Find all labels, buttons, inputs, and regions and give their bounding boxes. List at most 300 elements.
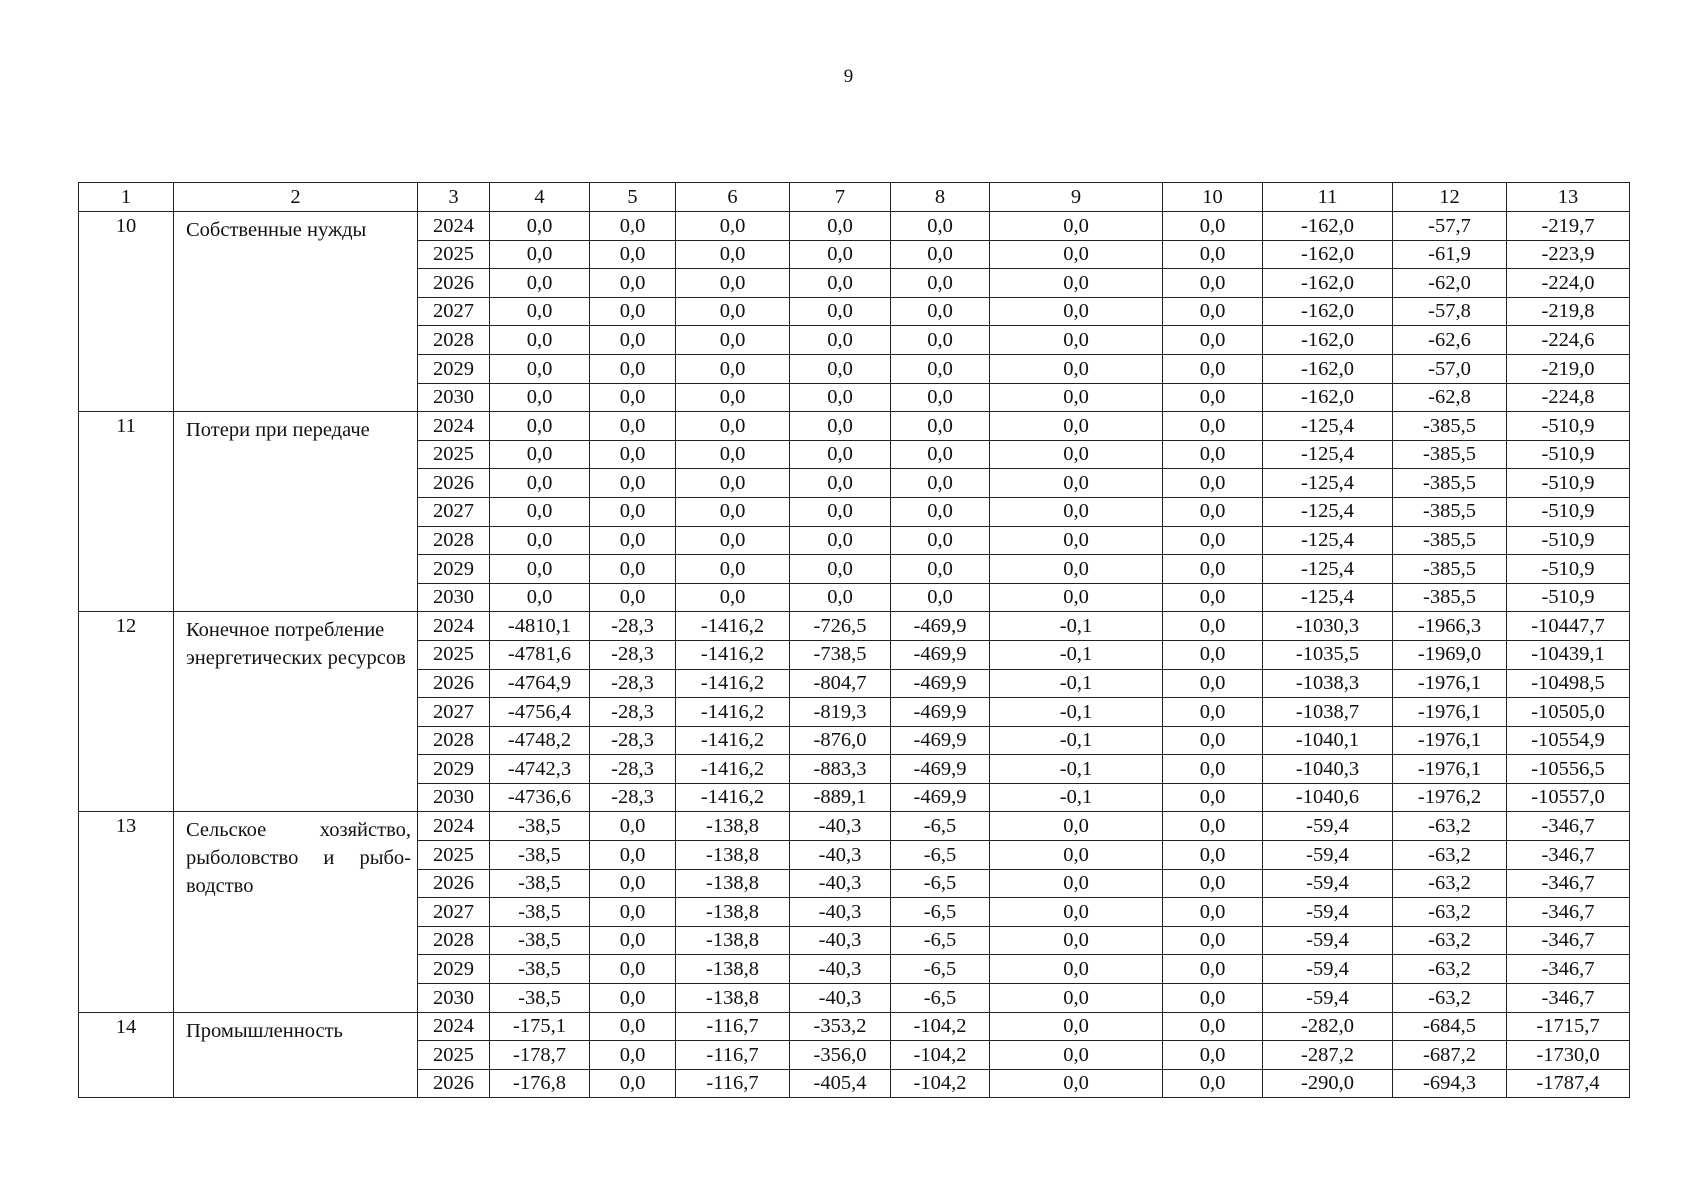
value-cell: -138,8 — [676, 841, 790, 870]
value-cell: 0,0 — [490, 412, 590, 441]
value-cell: -353,2 — [790, 1012, 891, 1041]
value-cell: 0,0 — [490, 555, 590, 584]
value-cell: -883,3 — [790, 755, 891, 784]
value-cell: -104,2 — [891, 1041, 990, 1070]
value-cell: -125,4 — [1263, 555, 1393, 584]
column-header: 9 — [990, 183, 1163, 212]
value-cell: 0,0 — [891, 212, 990, 241]
value-cell: 0,0 — [990, 869, 1163, 898]
row-number-cell: 12 — [79, 612, 174, 812]
value-cell: 0,0 — [590, 326, 676, 355]
column-header: 13 — [1507, 183, 1630, 212]
value-cell: 0,0 — [590, 469, 676, 498]
value-cell: 0,0 — [590, 497, 676, 526]
value-cell: -116,7 — [676, 1012, 790, 1041]
value-cell: -63,2 — [1393, 984, 1507, 1013]
year-cell: 2025 — [418, 640, 490, 669]
value-cell: 0,0 — [490, 526, 590, 555]
value-cell: -62,6 — [1393, 326, 1507, 355]
value-cell: -726,5 — [790, 612, 891, 641]
value-cell: 0,0 — [590, 955, 676, 984]
year-cell: 2024 — [418, 1012, 490, 1041]
value-cell: -40,3 — [790, 869, 891, 898]
value-cell: 0,0 — [490, 383, 590, 412]
year-cell: 2024 — [418, 612, 490, 641]
value-cell: 0,0 — [990, 955, 1163, 984]
value-cell: -1976,1 — [1393, 698, 1507, 727]
indicator-name-cell: Потери при передаче — [174, 412, 418, 612]
table-row — [79, 212, 1630, 241]
value-cell: -175,1 — [490, 1012, 590, 1041]
value-cell: 0,0 — [1163, 555, 1263, 584]
value-cell: -1416,2 — [676, 698, 790, 727]
value-cell: 0,0 — [590, 412, 676, 441]
value-cell: 0,0 — [676, 297, 790, 326]
value-cell: 0,0 — [1163, 526, 1263, 555]
value-cell: -224,0 — [1507, 269, 1630, 298]
value-cell: 0,0 — [891, 469, 990, 498]
value-cell: -385,5 — [1393, 526, 1507, 555]
column-header: 2 — [174, 183, 418, 212]
value-cell: 0,0 — [590, 984, 676, 1013]
value-cell: 0,0 — [676, 326, 790, 355]
value-cell: -385,5 — [1393, 440, 1507, 469]
value-cell: 0,0 — [990, 497, 1163, 526]
value-cell: -1416,2 — [676, 669, 790, 698]
value-cell: -162,0 — [1263, 297, 1393, 326]
value-cell: -0,1 — [990, 783, 1163, 812]
value-cell: -346,7 — [1507, 926, 1630, 955]
value-cell: -63,2 — [1393, 898, 1507, 927]
value-cell: -889,1 — [790, 783, 891, 812]
value-cell: 0,0 — [891, 354, 990, 383]
column-header: 7 — [790, 183, 891, 212]
value-cell: -40,3 — [790, 984, 891, 1013]
value-cell: 0,0 — [490, 212, 590, 241]
value-cell: -6,5 — [891, 841, 990, 870]
value-cell: -28,3 — [590, 640, 676, 669]
value-cell: 0,0 — [590, 812, 676, 841]
value-cell: 0,0 — [1163, 726, 1263, 755]
value-cell: -62,8 — [1393, 383, 1507, 412]
energy-balance-table-container — [78, 182, 1630, 1098]
value-cell: -385,5 — [1393, 555, 1507, 584]
value-cell: -469,9 — [891, 755, 990, 784]
value-cell: 0,0 — [891, 383, 990, 412]
year-cell: 2029 — [418, 555, 490, 584]
value-cell: -405,4 — [790, 1069, 891, 1098]
value-cell: -819,3 — [790, 698, 891, 727]
value-cell: -125,4 — [1263, 583, 1393, 612]
column-header: 1 — [79, 183, 174, 212]
value-cell: 0,0 — [990, 440, 1163, 469]
value-cell: -219,0 — [1507, 354, 1630, 383]
value-cell: -38,5 — [490, 926, 590, 955]
value-cell: -162,0 — [1263, 326, 1393, 355]
value-cell: 0,0 — [1163, 955, 1263, 984]
column-header: 3 — [418, 183, 490, 212]
value-cell: 0,0 — [990, 212, 1163, 241]
value-cell: -116,7 — [676, 1069, 790, 1098]
value-cell: 0,0 — [990, 555, 1163, 584]
value-cell: -469,9 — [891, 640, 990, 669]
value-cell: -38,5 — [490, 841, 590, 870]
value-cell: 0,0 — [490, 326, 590, 355]
value-cell: 0,0 — [676, 469, 790, 498]
value-cell: 0,0 — [790, 555, 891, 584]
value-cell: -162,0 — [1263, 269, 1393, 298]
year-cell: 2030 — [418, 583, 490, 612]
value-cell: 0,0 — [990, 926, 1163, 955]
value-cell: 0,0 — [1163, 783, 1263, 812]
value-cell: -63,2 — [1393, 841, 1507, 870]
value-cell: -1976,1 — [1393, 669, 1507, 698]
value-cell: 0,0 — [676, 240, 790, 269]
value-cell: -385,5 — [1393, 583, 1507, 612]
value-cell: 0,0 — [1163, 841, 1263, 870]
year-cell: 2025 — [418, 1041, 490, 1070]
value-cell: 0,0 — [590, 440, 676, 469]
value-cell: 0,0 — [990, 326, 1163, 355]
value-cell: -1730,0 — [1507, 1041, 1630, 1070]
value-cell: -10554,9 — [1507, 726, 1630, 755]
column-header: 4 — [490, 183, 590, 212]
value-cell: 0,0 — [1163, 640, 1263, 669]
value-cell: 0,0 — [676, 526, 790, 555]
value-cell: 0,0 — [891, 440, 990, 469]
value-cell: -385,5 — [1393, 412, 1507, 441]
value-cell: 0,0 — [891, 583, 990, 612]
value-cell: -346,7 — [1507, 955, 1630, 984]
year-cell: 2028 — [418, 526, 490, 555]
value-cell: 0,0 — [891, 326, 990, 355]
value-cell: 0,0 — [790, 497, 891, 526]
value-cell: -6,5 — [891, 926, 990, 955]
value-cell: 0,0 — [891, 269, 990, 298]
value-cell: -1416,2 — [676, 726, 790, 755]
value-cell: -219,7 — [1507, 212, 1630, 241]
value-cell: -125,4 — [1263, 440, 1393, 469]
table-row — [79, 812, 1630, 841]
value-cell: -40,3 — [790, 926, 891, 955]
value-cell: 0,0 — [1163, 412, 1263, 441]
value-cell: 0,0 — [790, 212, 891, 241]
row-number-cell: 10 — [79, 212, 174, 412]
year-cell: 2026 — [418, 269, 490, 298]
value-cell: 0,0 — [990, 269, 1163, 298]
value-cell: 0,0 — [990, 240, 1163, 269]
value-cell: -469,9 — [891, 612, 990, 641]
value-cell: 0,0 — [676, 354, 790, 383]
value-cell: 0,0 — [790, 269, 891, 298]
value-cell: 0,0 — [1163, 1041, 1263, 1070]
value-cell: -4810,1 — [490, 612, 590, 641]
value-cell: -510,9 — [1507, 497, 1630, 526]
table-row — [79, 1012, 1630, 1041]
value-cell: 0,0 — [490, 269, 590, 298]
value-cell: -4764,9 — [490, 669, 590, 698]
value-cell: -0,1 — [990, 640, 1163, 669]
value-cell: -1976,1 — [1393, 726, 1507, 755]
value-cell: 0,0 — [1163, 869, 1263, 898]
value-cell: -510,9 — [1507, 440, 1630, 469]
value-cell: 0,0 — [1163, 497, 1263, 526]
value-cell: 0,0 — [1163, 612, 1263, 641]
value-cell: 0,0 — [891, 526, 990, 555]
column-header: 8 — [891, 183, 990, 212]
value-cell: -0,1 — [990, 755, 1163, 784]
value-cell: -1416,2 — [676, 612, 790, 641]
value-cell: -1416,2 — [676, 783, 790, 812]
value-cell: 0,0 — [676, 269, 790, 298]
value-cell: 0,0 — [990, 297, 1163, 326]
value-cell: -162,0 — [1263, 212, 1393, 241]
value-cell: -59,4 — [1263, 812, 1393, 841]
value-cell: 0,0 — [1163, 1069, 1263, 1098]
value-cell: 0,0 — [990, 984, 1163, 1013]
value-cell: -6,5 — [891, 869, 990, 898]
value-cell: -162,0 — [1263, 383, 1393, 412]
value-cell: 0,0 — [676, 440, 790, 469]
indicator-name-cell: Сельское хозяйство, рыболовство и рыбо-водство — [174, 812, 418, 1012]
value-cell: -40,3 — [790, 841, 891, 870]
value-cell: -469,9 — [891, 783, 990, 812]
value-cell: 0,0 — [1163, 440, 1263, 469]
column-header: 5 — [590, 183, 676, 212]
value-cell: -28,3 — [590, 783, 676, 812]
year-cell: 2028 — [418, 926, 490, 955]
value-cell: 0,0 — [490, 497, 590, 526]
value-cell: -28,3 — [590, 726, 676, 755]
row-number-cell: 11 — [79, 412, 174, 612]
value-cell: 0,0 — [1163, 583, 1263, 612]
value-cell: -138,8 — [676, 812, 790, 841]
value-cell: 0,0 — [790, 469, 891, 498]
year-cell: 2027 — [418, 497, 490, 526]
indicator-name-cell: Промышленность — [174, 1012, 418, 1098]
row-number-cell: 14 — [79, 1012, 174, 1098]
column-header: 10 — [1163, 183, 1263, 212]
value-cell: 0,0 — [590, 240, 676, 269]
value-cell: 0,0 — [790, 240, 891, 269]
value-cell: -1416,2 — [676, 640, 790, 669]
value-cell: 0,0 — [490, 240, 590, 269]
value-cell: 0,0 — [790, 354, 891, 383]
value-cell: -63,2 — [1393, 869, 1507, 898]
value-cell: -224,8 — [1507, 383, 1630, 412]
value-cell: -125,4 — [1263, 526, 1393, 555]
value-cell: 0,0 — [590, 583, 676, 612]
year-cell: 2027 — [418, 698, 490, 727]
value-cell: -1038,7 — [1263, 698, 1393, 727]
value-cell: 0,0 — [990, 469, 1163, 498]
value-cell: 0,0 — [590, 526, 676, 555]
year-cell: 2027 — [418, 898, 490, 927]
value-cell: -116,7 — [676, 1041, 790, 1070]
value-cell: -687,2 — [1393, 1041, 1507, 1070]
value-cell: 0,0 — [590, 926, 676, 955]
value-cell: 0,0 — [891, 240, 990, 269]
energy-balance-table — [78, 182, 1630, 1098]
value-cell: -63,2 — [1393, 926, 1507, 955]
value-cell: 0,0 — [590, 1069, 676, 1098]
value-cell: -287,2 — [1263, 1041, 1393, 1070]
value-cell: -28,3 — [590, 755, 676, 784]
value-cell: -61,9 — [1393, 240, 1507, 269]
value-cell: -290,0 — [1263, 1069, 1393, 1098]
year-cell: 2028 — [418, 726, 490, 755]
value-cell: 0,0 — [891, 297, 990, 326]
value-cell: 0,0 — [990, 354, 1163, 383]
value-cell: 0,0 — [590, 297, 676, 326]
row-number-cell: 13 — [79, 812, 174, 1012]
year-cell: 2026 — [418, 669, 490, 698]
table-header-row — [79, 183, 1630, 212]
value-cell: 0,0 — [590, 555, 676, 584]
value-cell: -510,9 — [1507, 469, 1630, 498]
value-cell: 0,0 — [490, 469, 590, 498]
value-cell: 0,0 — [490, 440, 590, 469]
value-cell: -138,8 — [676, 869, 790, 898]
value-cell: 0,0 — [1163, 1012, 1263, 1041]
value-cell: 0,0 — [1163, 984, 1263, 1013]
value-cell: 0,0 — [891, 555, 990, 584]
value-cell: -804,7 — [790, 669, 891, 698]
value-cell: 0,0 — [490, 583, 590, 612]
year-cell: 2026 — [418, 469, 490, 498]
value-cell: 0,0 — [590, 354, 676, 383]
year-cell: 2030 — [418, 383, 490, 412]
value-cell: -694,3 — [1393, 1069, 1507, 1098]
value-cell: 0,0 — [676, 583, 790, 612]
value-cell: 0,0 — [990, 583, 1163, 612]
value-cell: -138,8 — [676, 984, 790, 1013]
value-cell: 0,0 — [990, 526, 1163, 555]
value-cell: -59,4 — [1263, 955, 1393, 984]
value-cell: -28,3 — [590, 669, 676, 698]
value-cell: -469,9 — [891, 726, 990, 755]
value-cell: 0,0 — [790, 583, 891, 612]
value-cell: -28,3 — [590, 698, 676, 727]
column-header: 11 — [1263, 183, 1393, 212]
value-cell: -469,9 — [891, 698, 990, 727]
value-cell: 0,0 — [790, 326, 891, 355]
value-cell: -4736,6 — [490, 783, 590, 812]
value-cell: 0,0 — [891, 412, 990, 441]
year-cell: 2024 — [418, 212, 490, 241]
value-cell: -10498,5 — [1507, 669, 1630, 698]
value-cell: -346,7 — [1507, 841, 1630, 870]
value-cell: 0,0 — [1163, 297, 1263, 326]
value-cell: -62,0 — [1393, 269, 1507, 298]
year-cell: 2025 — [418, 240, 490, 269]
value-cell: -0,1 — [990, 669, 1163, 698]
value-cell: -59,4 — [1263, 926, 1393, 955]
year-cell: 2029 — [418, 955, 490, 984]
value-cell: -1966,3 — [1393, 612, 1507, 641]
value-cell: -346,7 — [1507, 812, 1630, 841]
value-cell: -1040,6 — [1263, 783, 1393, 812]
value-cell: -219,8 — [1507, 297, 1630, 326]
value-cell: -4742,3 — [490, 755, 590, 784]
value-cell: 0,0 — [676, 497, 790, 526]
value-cell: -176,8 — [490, 1069, 590, 1098]
value-cell: -6,5 — [891, 812, 990, 841]
value-cell: -6,5 — [891, 984, 990, 1013]
value-cell: -59,4 — [1263, 841, 1393, 870]
value-cell: -38,5 — [490, 955, 590, 984]
value-cell: -38,5 — [490, 869, 590, 898]
year-cell: 2030 — [418, 783, 490, 812]
column-header: 12 — [1393, 183, 1507, 212]
value-cell: -63,2 — [1393, 812, 1507, 841]
value-cell: -346,7 — [1507, 898, 1630, 927]
value-cell: -57,8 — [1393, 297, 1507, 326]
year-cell: 2025 — [418, 841, 490, 870]
value-cell: 0,0 — [790, 526, 891, 555]
value-cell: -125,4 — [1263, 497, 1393, 526]
value-cell: -684,5 — [1393, 1012, 1507, 1041]
value-cell: 0,0 — [1163, 755, 1263, 784]
value-cell: -0,1 — [990, 726, 1163, 755]
value-cell: -125,4 — [1263, 469, 1393, 498]
value-cell: 0,0 — [790, 383, 891, 412]
year-cell: 2029 — [418, 354, 490, 383]
value-cell: -57,7 — [1393, 212, 1507, 241]
value-cell: -57,0 — [1393, 354, 1507, 383]
value-cell: -59,4 — [1263, 898, 1393, 927]
value-cell: 0,0 — [590, 1041, 676, 1070]
value-cell: -138,8 — [676, 955, 790, 984]
year-cell: 2029 — [418, 755, 490, 784]
value-cell: 0,0 — [1163, 698, 1263, 727]
value-cell: -6,5 — [891, 955, 990, 984]
value-cell: -38,5 — [490, 812, 590, 841]
value-cell: -223,9 — [1507, 240, 1630, 269]
value-cell: -59,4 — [1263, 869, 1393, 898]
value-cell: -385,5 — [1393, 497, 1507, 526]
value-cell: -10557,0 — [1507, 783, 1630, 812]
value-cell: -510,9 — [1507, 526, 1630, 555]
value-cell: 0,0 — [490, 354, 590, 383]
value-cell: 0,0 — [1163, 240, 1263, 269]
value-cell: -10439,1 — [1507, 640, 1630, 669]
value-cell: 0,0 — [1163, 354, 1263, 383]
table-body — [79, 212, 1630, 1098]
value-cell: -4781,6 — [490, 640, 590, 669]
value-cell: -738,5 — [790, 640, 891, 669]
value-cell: 0,0 — [1163, 898, 1263, 927]
value-cell: 0,0 — [590, 841, 676, 870]
value-cell: -1038,3 — [1263, 669, 1393, 698]
value-cell: -10505,0 — [1507, 698, 1630, 727]
value-cell: -1976,1 — [1393, 755, 1507, 784]
year-cell: 2024 — [418, 412, 490, 441]
indicator-name-cell: Конечное потребление энергетических ресурсов — [174, 612, 418, 812]
year-cell: 2027 — [418, 297, 490, 326]
year-cell: 2024 — [418, 812, 490, 841]
year-cell: 2030 — [418, 984, 490, 1013]
value-cell: -6,5 — [891, 898, 990, 927]
value-cell: -282,0 — [1263, 1012, 1393, 1041]
value-cell: 0,0 — [790, 440, 891, 469]
value-cell: -1976,2 — [1393, 783, 1507, 812]
value-cell: -38,5 — [490, 898, 590, 927]
value-cell: -1969,0 — [1393, 640, 1507, 669]
value-cell: 0,0 — [590, 269, 676, 298]
value-cell: -0,1 — [990, 698, 1163, 727]
value-cell: -224,6 — [1507, 326, 1630, 355]
